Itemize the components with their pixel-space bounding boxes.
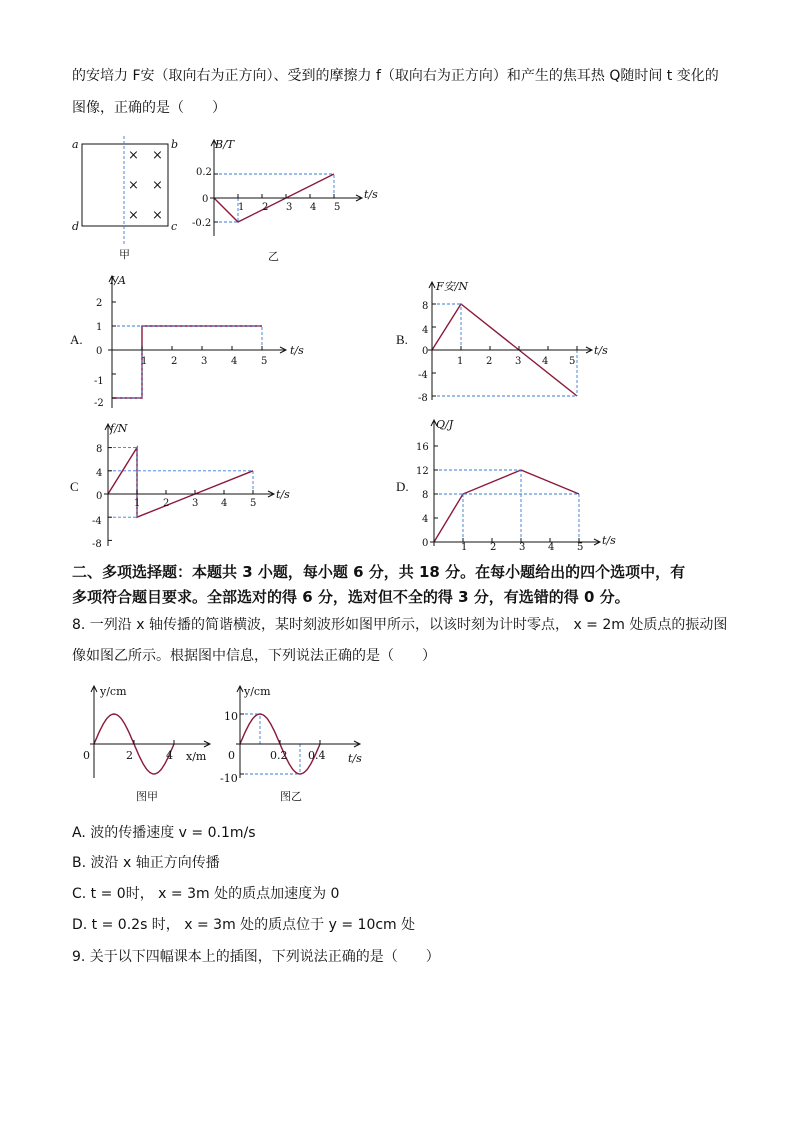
y-tick-label: 8 bbox=[422, 301, 429, 312]
x-tick-label: 5 bbox=[261, 356, 268, 367]
x-axis-label: t/s bbox=[276, 488, 290, 501]
x-axis-label: t/s bbox=[290, 344, 304, 357]
q8-figure-yi-vibration bbox=[220, 682, 370, 807]
q7-stem-line1: 的安培力 F安（取向右为正方向）、受到的摩擦力 f（取向右为正方向）和产生的焦耳热 Q随时间 t 变化的 bbox=[72, 68, 719, 84]
x-tick-label: 1 bbox=[134, 498, 141, 509]
option-d-graph bbox=[414, 416, 624, 552]
data-series bbox=[108, 448, 253, 518]
y-tick-label: -4 bbox=[418, 370, 428, 381]
q8-option-a: A. 波的传播速度 v = 0.1m/s bbox=[72, 825, 256, 841]
x-tick-label: 4 bbox=[166, 749, 173, 762]
corner-c: c bbox=[171, 220, 178, 233]
section2-heading-line1: 二、多项选择题：本题共 3 小题，每小题 6 分，共 18 分。在每小题给出的四个选项中，有 bbox=[72, 563, 686, 581]
x-axis-label: t/s bbox=[594, 344, 608, 357]
x-tick-label: 4 bbox=[548, 542, 555, 553]
x-tick-label: 2 bbox=[163, 498, 170, 509]
x-tick-label: 4 bbox=[231, 356, 238, 367]
y-tick-label: 8 bbox=[96, 444, 103, 455]
x-tick-label: 2 bbox=[171, 356, 178, 367]
y-axis-label: y/cm bbox=[244, 685, 271, 698]
figure-jia bbox=[70, 136, 180, 266]
x-tick-label: 5 bbox=[577, 542, 584, 553]
cross-mark: × bbox=[128, 208, 139, 223]
y-tick-label: 0 bbox=[202, 194, 209, 205]
y-tick-label: 0 bbox=[422, 346, 429, 357]
y-tick-label: -2 bbox=[94, 398, 104, 409]
y-axis-label: F安/N bbox=[436, 280, 468, 293]
x-tick-label: 4 bbox=[310, 202, 317, 213]
q9-stem: 9. 关于以下四幅课本上的插图，下列说法正确的是（ ） bbox=[72, 949, 440, 965]
x-tick-label: 4 bbox=[221, 498, 228, 509]
x-axis-label: t/s bbox=[364, 188, 378, 201]
y-tick-label: 10 bbox=[224, 710, 238, 723]
option-b-graph bbox=[414, 278, 624, 402]
x-tick-label: 3 bbox=[286, 202, 293, 213]
x-tick-label: 5 bbox=[250, 498, 257, 509]
x-axis-label: t/s bbox=[602, 534, 616, 547]
y-tick-label: 12 bbox=[416, 466, 429, 477]
y-tick-label: 0 bbox=[422, 538, 429, 549]
cross-mark: × bbox=[152, 208, 163, 223]
x-tick-label: 2 bbox=[486, 356, 493, 367]
magnetic-field-crosses bbox=[128, 148, 163, 223]
figure-caption: 图乙 bbox=[280, 790, 302, 803]
data-series bbox=[434, 470, 579, 542]
x-tick-label: 5 bbox=[334, 202, 341, 213]
q8-figure-jia-wave bbox=[70, 682, 220, 807]
cross-mark: × bbox=[128, 148, 139, 163]
y-tick-label: -1 bbox=[94, 376, 104, 387]
section2-heading-line2: 多项符合题目要求。全部选对的得 6 分，选对但不全的得 3 分，有选错的得 0 分。 bbox=[72, 588, 630, 606]
y-tick-label: 4 bbox=[96, 468, 103, 479]
option-b-label: B. bbox=[396, 332, 408, 347]
q7-stem-line2: 图像，正确的是（ ） bbox=[72, 100, 226, 116]
option-c-graph bbox=[88, 420, 308, 550]
x-tick-label: 1 bbox=[461, 542, 468, 553]
q8-option-c: C. t = 0时， x = 3m 处的质点加速度为 0 bbox=[72, 886, 340, 902]
x-tick-label: 3 bbox=[192, 498, 199, 509]
x-axis-label: x/m bbox=[186, 750, 207, 763]
x-tick-label: 2 bbox=[126, 749, 133, 762]
q8-stem-line1: 8. 一列沿 x 轴传播的简谐横波，某时刻波形如图甲所示，以该时刻为计时零点， x = 2m 处质点的振动图 bbox=[72, 617, 728, 633]
q8-option-b: B. 波沿 x 轴正方向传播 bbox=[72, 855, 220, 871]
cross-mark: × bbox=[152, 148, 163, 163]
q8-option-d: D. t = 0.2s 时， x = 3m 处的质点位于 y = 10cm 处 bbox=[72, 917, 416, 933]
x-tick-label: 2 bbox=[490, 542, 497, 553]
y-axis-label: B/T bbox=[215, 138, 235, 151]
corner-d: d bbox=[72, 220, 80, 233]
y-axis-label: f/N bbox=[110, 422, 128, 435]
y-tick-label: 2 bbox=[96, 298, 103, 309]
x-tick-label: 1 bbox=[457, 356, 464, 367]
cross-mark: × bbox=[128, 178, 139, 193]
option-a-label: A. bbox=[70, 332, 83, 347]
y-axis-label: Q/J bbox=[436, 418, 454, 431]
y-tick-label: 16 bbox=[416, 442, 429, 453]
y-tick-label: 0 bbox=[96, 491, 103, 502]
corner-b: b bbox=[171, 138, 179, 151]
x-axis-label: t/s bbox=[348, 752, 362, 765]
y-tick-label: -0.2 bbox=[192, 218, 212, 229]
x-tick-label: 0 bbox=[83, 749, 90, 762]
data-series bbox=[112, 326, 262, 398]
y-tick-label: 1 bbox=[96, 322, 103, 333]
figure-caption: 图甲 bbox=[136, 790, 158, 803]
q8-stem-line2: 像如图乙所示。根据图中信息，下列说法正确的是（ ） bbox=[72, 648, 436, 664]
x-tick-label: 2 bbox=[262, 202, 269, 213]
x-tick-label: 1 bbox=[141, 356, 148, 367]
x-tick-label: 0 bbox=[228, 749, 235, 762]
y-tick-label: 4 bbox=[422, 325, 429, 336]
y-tick-label: 0.2 bbox=[196, 167, 212, 178]
cross-mark: × bbox=[152, 178, 163, 193]
x-tick-label: 3 bbox=[519, 542, 526, 553]
y-tick-label: -8 bbox=[418, 393, 428, 404]
x-tick-label: 5 bbox=[569, 356, 576, 367]
x-tick-label: 3 bbox=[515, 356, 522, 367]
y-tick-label: -8 bbox=[92, 539, 102, 550]
y-tick-label: -4 bbox=[92, 516, 102, 527]
y-tick-label: -10 bbox=[220, 772, 238, 785]
x-tick-label: 1 bbox=[238, 202, 245, 213]
y-axis-label: I/A bbox=[110, 274, 126, 287]
x-tick-label: 4 bbox=[542, 356, 549, 367]
option-d-label: D. bbox=[396, 479, 409, 494]
x-tick-label: 0.4 bbox=[308, 749, 326, 762]
y-tick-label: 8 bbox=[422, 490, 429, 501]
figure-jia-caption: 甲 bbox=[119, 248, 130, 261]
figure-yi-caption: 乙 bbox=[268, 250, 279, 263]
y-tick-label: 4 bbox=[422, 514, 429, 525]
corner-a: a bbox=[72, 138, 79, 151]
y-axis-label: y/cm bbox=[100, 685, 127, 698]
y-tick-label: 0 bbox=[96, 346, 103, 357]
x-tick-label: 3 bbox=[201, 356, 208, 367]
x-tick-label: 0.2 bbox=[270, 749, 288, 762]
option-c-label: C bbox=[70, 479, 79, 494]
option-a-graph bbox=[88, 272, 318, 412]
figure-yi-graph bbox=[190, 136, 380, 266]
